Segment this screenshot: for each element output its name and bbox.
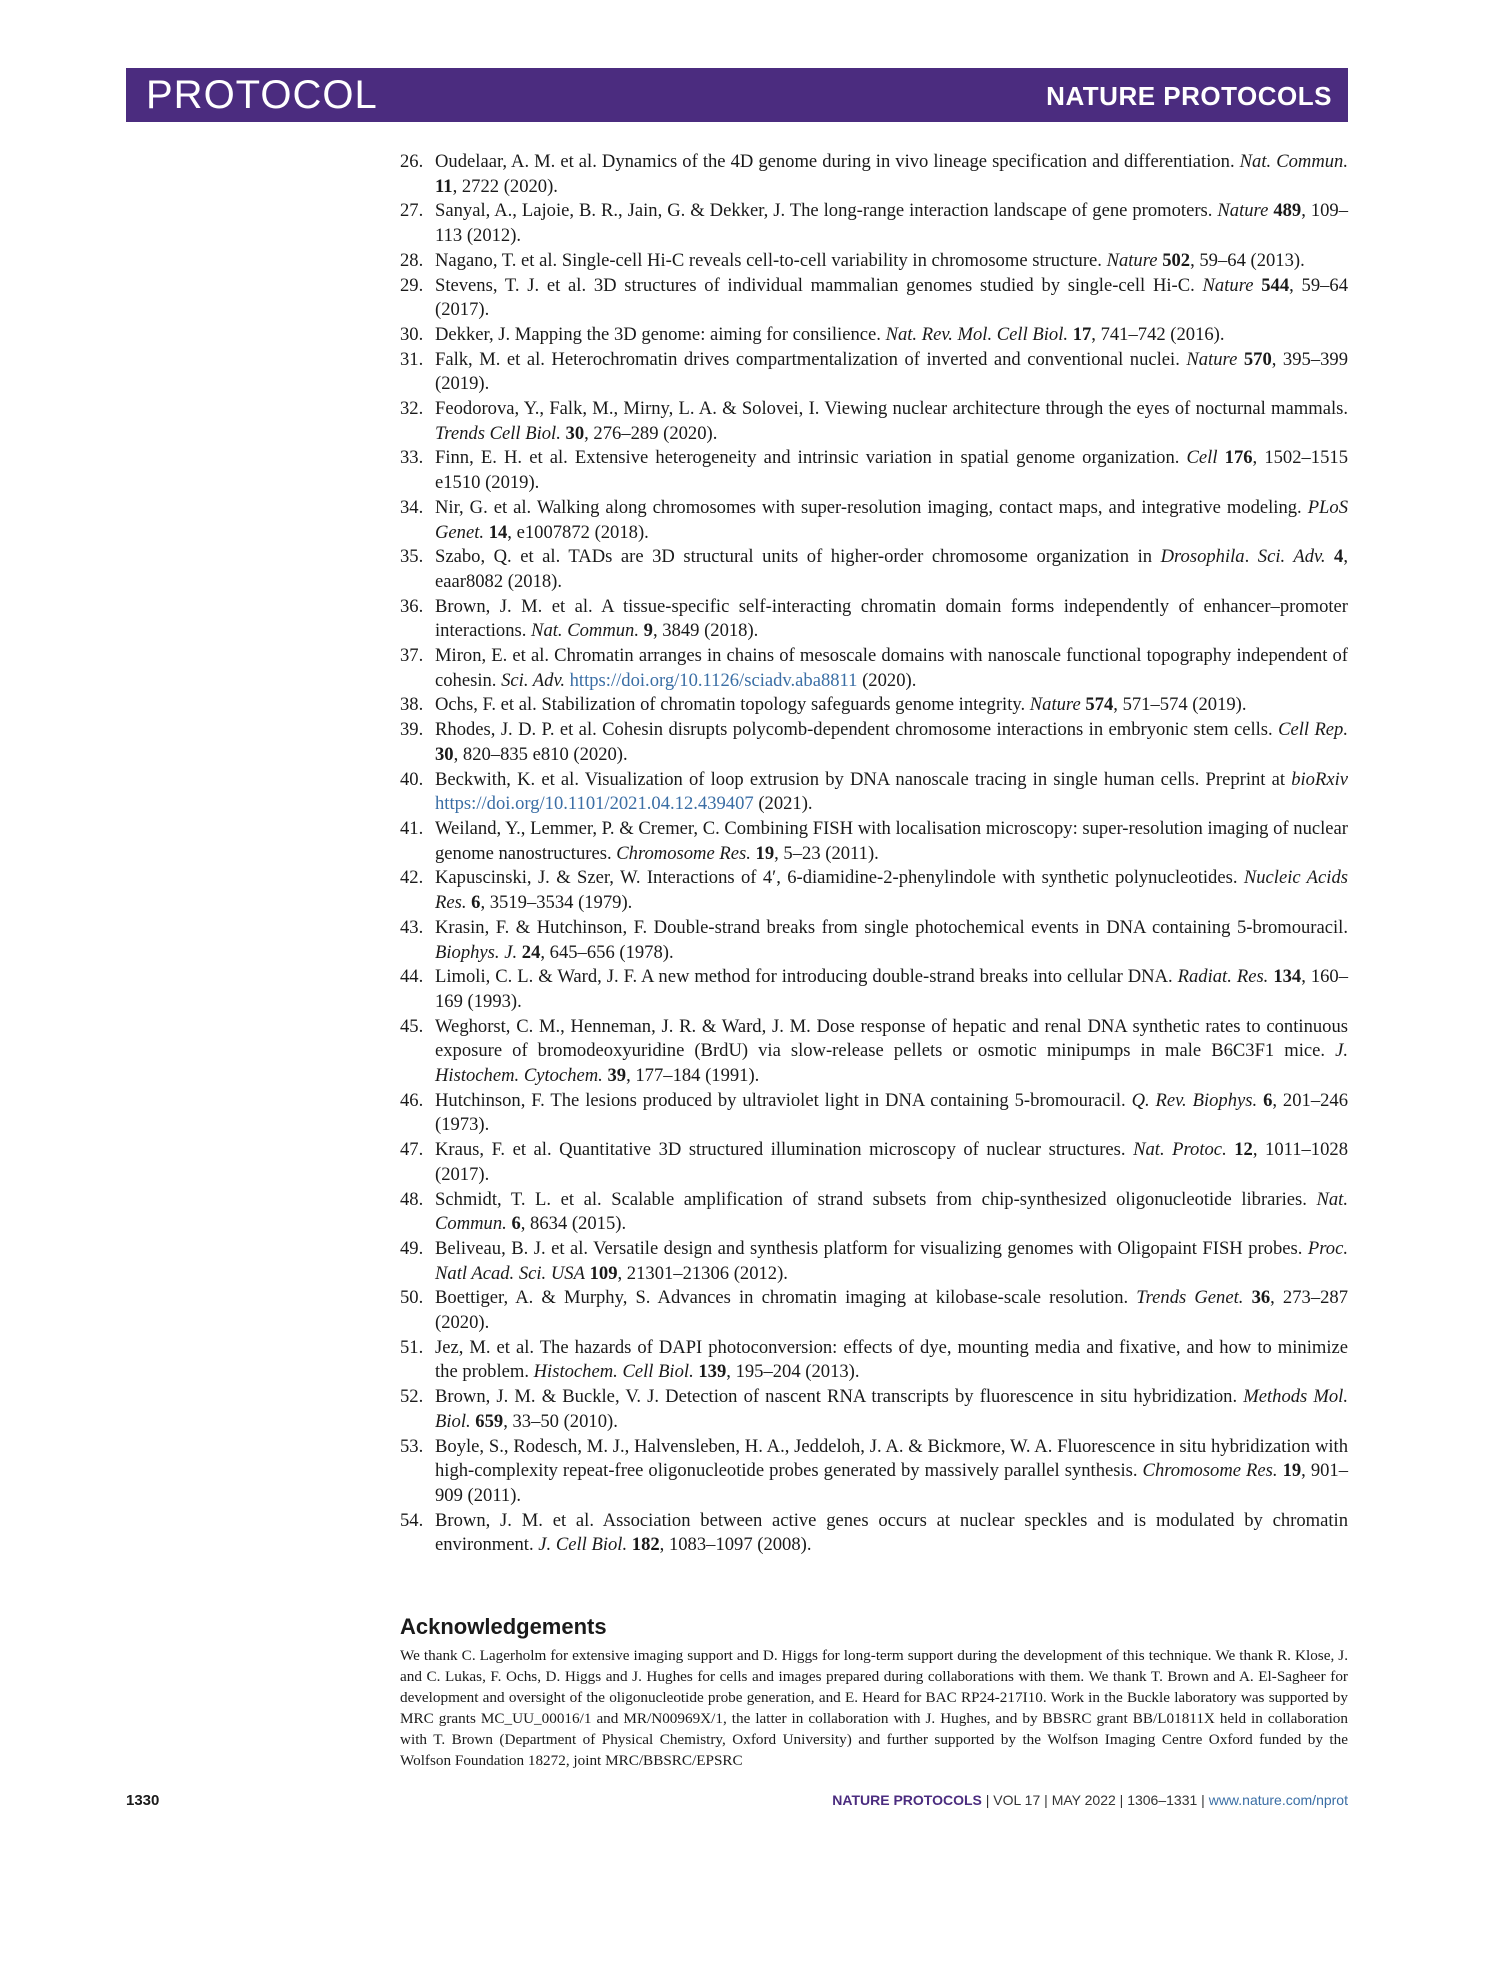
reference-number: 46. xyxy=(400,1089,424,1111)
reference-volume: 14 xyxy=(488,521,508,543)
reference-volume: 9 xyxy=(643,620,653,642)
reference-text: Brown, J. M. et al. A tissue-specific self-interacting chromatin domain forms independently of enhancer–promoter interactions. xyxy=(435,595,1348,642)
footer-separator: | xyxy=(1115,1792,1128,1808)
reference-text: Stevens, T. J. et al. 3D structures of individual mammalian genomes studied by single-cell Hi-C. xyxy=(435,274,1203,296)
reference-number: 39. xyxy=(400,719,424,741)
reference-number: 41. xyxy=(400,817,424,839)
header-bar xyxy=(126,68,1348,122)
reference-item xyxy=(400,595,1348,644)
reference-volume: 574 xyxy=(1085,694,1114,716)
section-label: PROTOCOL xyxy=(146,73,378,117)
reference-number: 49. xyxy=(400,1237,424,1259)
reference-item xyxy=(400,545,1348,594)
reference-text: , 1502–1515 e1510 (2019). xyxy=(435,447,1348,494)
reference-text: , 3849 (2018). xyxy=(652,620,759,642)
reference-text: , eaar8082 (2018). xyxy=(435,546,1348,592)
reference-number: 44. xyxy=(400,966,424,988)
reference-item xyxy=(400,1435,1348,1509)
reference-number: 26. xyxy=(400,151,424,172)
acknowledgements-heading: Acknowledgements xyxy=(400,1614,607,1639)
reference-text: Beliveau, B. J. et al. Versatile design and synthesis platform for visualizing genomes with Oligopaint FISH probes. xyxy=(435,1237,1308,1259)
reference-text: , 820–835 e810 (2020). xyxy=(453,743,628,765)
reference-journal: Drosophila xyxy=(1160,546,1245,568)
reference-text: . xyxy=(1244,546,1258,568)
reference-text: , 1083–1097 (2008). xyxy=(659,1534,812,1556)
reference-volume: 139 xyxy=(698,1361,727,1383)
reference-text: , 201–246 (1973). xyxy=(435,1089,1349,1136)
footer-date: MAY 2022 xyxy=(1051,1792,1116,1808)
reference-volume: 12 xyxy=(1234,1139,1253,1161)
reference-volume: 30 xyxy=(565,422,585,444)
reference-journal: Radiat. Res. xyxy=(1177,966,1269,988)
footer-separator: | xyxy=(1040,1792,1052,1808)
reference-text: Weghorst, C. M., Henneman, J. R. & Ward, J. M. Dose response of hepatic and renal DNA synthetic rates to continuous exposure of bromodeoxyuridine (BrdU) via slow-release pellets or osmotic minipumps in male B6C3F1 mice. xyxy=(435,1015,1348,1062)
footer-separator: | xyxy=(1197,1792,1209,1808)
footer-volume: VOL 17 xyxy=(993,1792,1041,1808)
reference-journal: Proc. Natl Acad. Sci. USA xyxy=(435,1237,1348,1284)
reference-item xyxy=(400,1237,1348,1286)
reference-text: Finn, E. H. et al. Extensive heterogeneity and intrinsic variation in spatial genome organization. xyxy=(435,447,1187,469)
reference-text: Kapuscinski, J. & Szer, W. Interactions of 4′, 6-diamidine-2-phenylindole with synthetic polynucleotides. xyxy=(435,867,1244,889)
reference-text xyxy=(1218,447,1225,468)
reference-item xyxy=(400,249,1348,274)
reference-text: , 741–742 (2016). xyxy=(1091,323,1225,345)
reference-text: Ochs, F. et al. Stabilization of chromatin topology safeguards genome integrity. xyxy=(435,694,1030,716)
reference-text: , 645–656 (1978). xyxy=(540,941,674,963)
reference-volume: 39 xyxy=(607,1065,627,1087)
reference-text: Limoli, C. L. & Ward, J. F. A new method for introducing double-strand breaks into cellular DNA. xyxy=(435,966,1178,988)
reference-number: 50. xyxy=(400,1287,424,1309)
reference-number: 34. xyxy=(400,496,424,518)
footer-citation xyxy=(832,1792,1348,1808)
reference-text xyxy=(1326,546,1335,567)
reference-journal: Trends Genet. xyxy=(1136,1287,1244,1309)
reference-number: 28. xyxy=(400,249,424,271)
reference-text: , 160–169 (1993). xyxy=(435,966,1349,1012)
reference-volume: 19 xyxy=(1282,1460,1302,1482)
reference-journal: Nucleic Acids Res. xyxy=(435,867,1348,914)
reference-journal: PLoS Genet. xyxy=(435,496,1348,543)
reference-item xyxy=(400,693,1348,718)
reference-number: 40. xyxy=(400,768,424,790)
journal-name: NATURE PROTOCOLS xyxy=(1046,81,1332,111)
reference-text: , 901–909 (2011). xyxy=(435,1460,1349,1506)
reference-number: 36. xyxy=(400,595,424,617)
reference-item xyxy=(400,718,1348,767)
reference-volume: 19 xyxy=(755,842,775,864)
reference-number: 48. xyxy=(400,1188,424,1210)
reference-item xyxy=(400,1138,1348,1187)
reference-journal: Chromosome Res. xyxy=(616,842,751,864)
reference-text: Hutchinson, F. The lesions produced by ultraviolet light in DNA containing 5-bromouracil. xyxy=(435,1089,1132,1111)
reference-journal: Cell Rep. xyxy=(1278,719,1348,741)
reference-text: Jez, M. et al. The hazards of DAPI photoconversion: effects of dye, mounting media and fixative, and how to minimize the problem. xyxy=(435,1336,1348,1383)
reference-item xyxy=(400,323,1348,348)
reference-text: Miron, E. et al. Chromatin arranges in chains of mesoscale domains with nanoscale functional topography independent of cohesin. xyxy=(435,645,1348,691)
reference-journal: Histochem. Cell Biol. xyxy=(533,1361,694,1383)
reference-text: , 59–64 (2017). xyxy=(435,274,1349,321)
reference-volume: 11 xyxy=(435,175,453,197)
reference-item xyxy=(400,1286,1348,1335)
reference-journal: Nat. Commun. xyxy=(1239,151,1348,172)
reference-item xyxy=(400,199,1348,248)
reference-volume: 17 xyxy=(1072,323,1092,345)
reference-number: 38. xyxy=(400,694,424,716)
reference-text: Brown, J. M. & Buckle, V. J. Detection of nascent RNA transcripts by fluorescence in situ hybridization. xyxy=(435,1386,1244,1408)
reference-text: Kraus, F. et al. Quantitative 3D structured illumination microscopy of nuclear structures. xyxy=(435,1139,1134,1161)
reference-text: , 273–287 (2020). xyxy=(435,1287,1349,1334)
reference-list xyxy=(400,150,1348,1558)
reference-journal: Nature xyxy=(1217,200,1269,222)
reference-item xyxy=(400,644,1348,693)
reference-item xyxy=(400,397,1348,446)
reference-item xyxy=(400,150,1348,199)
reference-text: , 59–64 (2013). xyxy=(1190,249,1305,271)
reference-journal: Nat. Commun. xyxy=(435,1188,1348,1235)
acknowledgements-body: We thank C. Lagerholm for extensive imaging support and D. Higgs for long-term support during the development of this technique. We thank R. Klose, J. and C. Lukas, F. Ochs, D. Higgs and J. Hughes for cells and images prepared during collaborations with them. We thank T. Brown and A. El-Sagheer for development and oversight of the oligonucleotide probe generation, and E. Heard for BAC RP24-217I10. Work in the Buckle laboratory was supported by MRC grants MC_UU_00016/1 and MR/N00969X/1, the latter in collaboration with J. Hughes, and by BBSRC grant BB/L01811X held in collaboration with T. Brown (Department of Physical Chemistry, Oxford University) and further supported by the Wolfson Imaging Centre Oxford funded by the Wolfson Foundation 18272, joint MRC/BBSRC/EPSRC xyxy=(400,1647,1348,1769)
reference-text: , 1011–1028 (2017). xyxy=(435,1139,1348,1185)
reference-journal: Nat. Protoc. xyxy=(1133,1139,1227,1161)
reference-text: , 21301–21306 (2012). xyxy=(617,1262,788,1284)
reference-text: , 2722 (2020). xyxy=(452,175,558,197)
reference-number: 47. xyxy=(400,1139,424,1161)
reference-journal: bioRxiv xyxy=(1291,768,1348,790)
reference-text: , 195–204 (2013). xyxy=(726,1361,860,1383)
reference-number: 51. xyxy=(400,1336,424,1358)
reference-text: (2021). xyxy=(753,793,813,815)
reference-number: 45. xyxy=(400,1015,424,1037)
reference-text: , 276–289 (2020). xyxy=(584,422,718,444)
reference-text: Boettiger, A. & Murphy, S. Advances in chromatin imaging at kilobase-scale resolution. xyxy=(435,1287,1137,1309)
reference-item xyxy=(400,768,1348,817)
reference-number: 43. xyxy=(400,916,424,938)
reference-journal: J. Cell Biol. xyxy=(538,1534,628,1556)
reference-volume: 24 xyxy=(521,941,541,963)
reference-text: , 571–574 (2019). xyxy=(1113,694,1247,716)
reference-text: Dekker, J. Mapping the 3D genome: aiming for consilience. xyxy=(435,323,886,345)
reference-number: 35. xyxy=(400,546,424,568)
reference-text: (2020). xyxy=(857,669,917,691)
reference-text: , 109–113 (2012). xyxy=(435,200,1348,247)
reference-number: 54. xyxy=(400,1509,424,1531)
reference-volume: 109 xyxy=(589,1262,618,1284)
reference-text: Feodorova, Y., Falk, M., Mirny, L. A. & Solovei, I. Viewing nuclear architecture through the eyes of nocturnal mammals. xyxy=(435,398,1348,420)
reference-journal: Chromosome Res. xyxy=(1142,1460,1278,1482)
reference-journal: Nature xyxy=(1186,348,1238,370)
reference-item xyxy=(400,965,1348,1014)
reference-text: Nagano, T. et al. Single-cell Hi-C reveals cell-to-cell variability in chromosome structure. xyxy=(435,249,1107,271)
reference-journal: J. Histochem. Cytochem. xyxy=(435,1040,1348,1087)
reference-text: Brown, J. M. et al. Association between active genes occurs at nuclear speckles and is modulated by chromatin environment. xyxy=(435,1509,1348,1556)
reference-text: , 5–23 (2011). xyxy=(774,842,879,864)
reference-text: Sanyal, A., Lajoie, B. R., Jain, G. & Dekker, J. The long-range interaction landscape of gene promoters. xyxy=(435,200,1218,222)
reference-volume: 36 xyxy=(1251,1287,1271,1309)
reference-volume: 659 xyxy=(475,1410,504,1432)
reference-number: 29. xyxy=(400,274,424,296)
reference-text: Rhodes, J. D. P. et al. Cohesin disrupts polycomb-dependent chromosome interactions in embryonic stem cells. xyxy=(435,719,1279,741)
footer-pages: 1306–1331 xyxy=(1127,1792,1198,1808)
reference-journal: Nature xyxy=(1202,274,1254,296)
reference-item xyxy=(400,1336,1348,1385)
reference-volume: 182 xyxy=(631,1534,660,1556)
reference-number: 31. xyxy=(400,348,424,370)
reference-item xyxy=(400,274,1348,323)
doi-link[interactable]: https://doi.org/10.1126/sciadv.aba8811 xyxy=(569,669,858,691)
reference-item xyxy=(400,496,1348,545)
reference-journal: Nature xyxy=(1106,249,1158,271)
reference-text: Schmidt, T. L. et al. Scalable amplification of strand subsets from chip-synthesized oligonucleotide libraries. xyxy=(435,1188,1317,1210)
reference-journal: Q. Rev. Biophys. xyxy=(1131,1089,1258,1111)
reference-journal: Methods Mol. Biol. xyxy=(435,1386,1348,1432)
reference-volume: 4 xyxy=(1334,546,1344,568)
reference-volume: 134 xyxy=(1273,966,1302,988)
reference-volume: 6 xyxy=(1263,1089,1273,1111)
footer-separator: | xyxy=(981,1792,994,1808)
reference-item xyxy=(400,916,1348,965)
reference-journal: Biophys. J. xyxy=(435,941,518,963)
reference-volume: 544 xyxy=(1261,274,1290,296)
reference-volume: 6 xyxy=(511,1213,521,1235)
doi-link[interactable]: https://doi.org/10.1101/2021.04.12.439407 xyxy=(435,793,754,815)
reference-number: 37. xyxy=(400,645,424,667)
reference-item xyxy=(400,446,1348,495)
reference-text: , 8634 (2015). xyxy=(520,1213,627,1235)
reference-text: Oudelaar, A. M. et al. Dynamics of the 4D genome during in vivo lineage specification and differentiation. xyxy=(435,151,1240,172)
reference-item xyxy=(400,817,1348,866)
reference-number: 42. xyxy=(400,867,424,889)
reference-journal: Cell xyxy=(1186,447,1218,469)
reference-item xyxy=(400,1015,1348,1089)
reference-volume: 489 xyxy=(1273,200,1302,222)
reference-text: Beckwith, K. et al. Visualization of loop extrusion by DNA nanoscale tracing in single human cells. Preprint at xyxy=(435,768,1292,790)
reference-number: 33. xyxy=(400,447,424,469)
reference-item xyxy=(400,348,1348,397)
reference-text: Nir, G. et al. Walking along chromosomes with super-resolution imaging, contact maps, and integrative modeling. xyxy=(435,496,1308,518)
reference-volume: 570 xyxy=(1243,348,1272,370)
reference-text: Weiland, Y., Lemmer, P. & Cremer, C. Combining FISH with localisation microscopy: super-resolution imaging of nuclear genome nanostructures. xyxy=(435,817,1348,864)
reference-number: 52. xyxy=(400,1386,424,1408)
reference-number: 27. xyxy=(400,200,424,222)
reference-journal: Sci. Adv. xyxy=(1257,546,1326,568)
footer-journal: NATURE PROTOCOLS xyxy=(832,1792,982,1808)
reference-journal: Trends Cell Biol. xyxy=(435,422,561,444)
reference-journal: Nature xyxy=(1029,694,1081,716)
page-number: 1330 xyxy=(126,1792,160,1809)
reference-number: 32. xyxy=(400,398,424,420)
footer-url-link[interactable]: www.nature.com/nprot xyxy=(1208,1792,1348,1808)
reference-item xyxy=(400,1188,1348,1237)
reference-item xyxy=(400,1385,1348,1434)
reference-text: , e1007872 (2018). xyxy=(507,521,649,543)
reference-text: , 33–50 (2010). xyxy=(503,1410,618,1432)
reference-text: Krasin, F. & Hutchinson, F. Double-strand breaks from single photochemical events in DNA containing 5-bromouracil. xyxy=(435,916,1348,938)
reference-item xyxy=(400,1509,1348,1558)
reference-text: Szabo, Q. et al. TADs are 3D structural units of higher-order chromosome organization in xyxy=(435,546,1161,568)
reference-journal: Nat. Rev. Mol. Cell Biol. xyxy=(885,323,1069,345)
reference-number: 30. xyxy=(400,323,424,345)
reference-volume: 6 xyxy=(471,892,481,914)
reference-text: , 395–399 (2019). xyxy=(435,348,1349,395)
reference-volume: 30 xyxy=(435,743,454,765)
reference-item xyxy=(400,866,1348,915)
reference-text: Boyle, S., Rodesch, M. J., Halvensleben, H. A., Jeddeloh, J. A. & Bickmore, W. A. Fluorescence in situ hybridization with high-complexity repeat-free oligonucleotide probes generated by massively parallel synthesis. xyxy=(435,1435,1348,1482)
reference-journal: Sci. Adv. xyxy=(501,669,565,691)
reference-number: 53. xyxy=(400,1435,424,1457)
reference-volume: 176 xyxy=(1224,447,1253,469)
reference-journal: Nat. Commun. xyxy=(531,620,640,642)
reference-text: , 3519–3534 (1979). xyxy=(480,892,633,914)
reference-text xyxy=(1243,1287,1251,1308)
reference-text: , 177–184 (1991). xyxy=(626,1065,760,1087)
reference-volume: 502 xyxy=(1162,249,1191,271)
reference-item xyxy=(400,1089,1348,1138)
reference-text: Falk, M. et al. Heterochromatin drives compartmentalization of inverted and conventional nuclei. xyxy=(435,348,1187,370)
